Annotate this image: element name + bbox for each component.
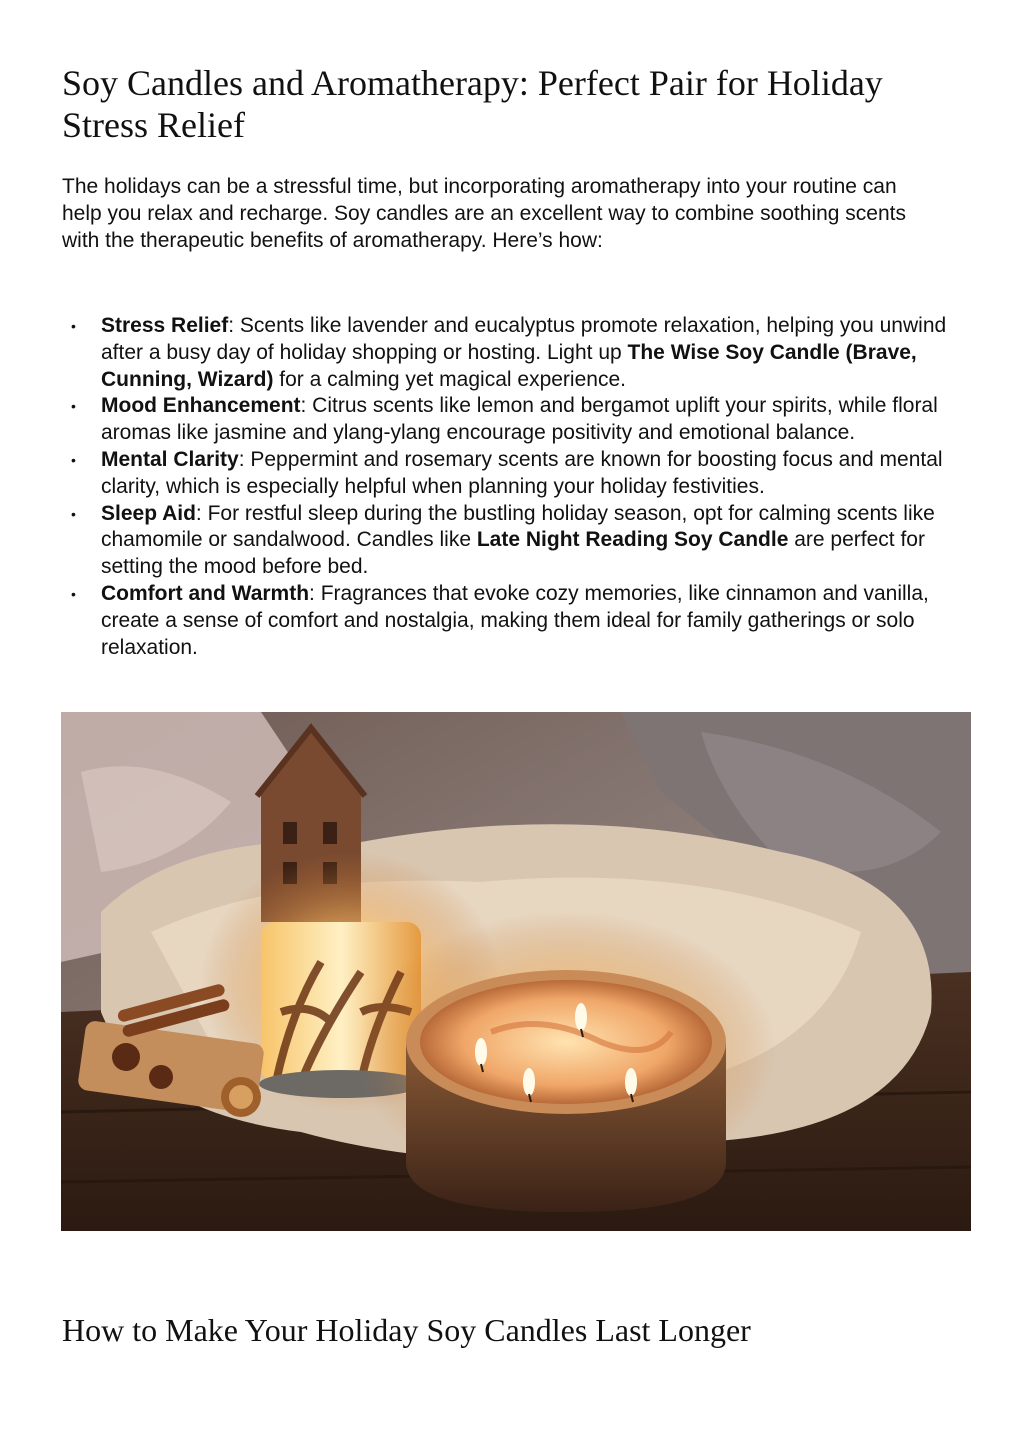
list-item-term: Mood Enhancement [101, 394, 301, 418]
bullet-icon: • [71, 505, 76, 522]
list-item-mood-enhancement [62, 393, 962, 447]
list-item-text: : For restful sleep during the bustling holiday season, opt for calming scents like chamomile or sandalwood. Candles like [101, 501, 935, 552]
list-item-term: Comfort and Warmth [101, 581, 310, 605]
intro-paragraph: The holidays can be a stressful time, but incorporating aromatherapy into your routine can help you relax and recharge. Soy candles are an excellent way to combine soothing scents with the therapeutic benefits of aromatherapy. Here’s how: [62, 175, 906, 252]
candles-illustration [61, 712, 971, 1231]
bullet-icon: • [71, 318, 76, 334]
list-item-sleep-aid [62, 501, 962, 581]
candles-photo [61, 712, 971, 1231]
bullet-icon: • [71, 585, 76, 602]
bullet-icon: • [71, 398, 76, 415]
list-item-text: for a calming yet magical experience. [273, 367, 626, 391]
list-item-text: : Peppermint and rosemary scents are known for boosting focus and mental clarity, which is especially helpful when planning your holiday festivities. [101, 447, 943, 498]
page-title: Soy Candles and Aromatherapy: Perfect Pair for Holiday Stress Relief [62, 63, 883, 145]
list-item-term: Mental Clarity [101, 447, 239, 471]
benefits-list [62, 313, 962, 661]
list-item-text: are perfect for setting the mood before bed. [101, 528, 925, 579]
product-name: The Wise Soy Candle (Brave, Cunning, Wizard) [101, 340, 917, 391]
list-item-stress-relief [62, 313, 962, 393]
bullet-icon: • [71, 451, 76, 468]
list-item-text: : Citrus scents like lemon and bergamot uplift your spirits, while floral aromas like jasmine and ylang-ylang encourage positivity and emotional balance. [101, 394, 938, 445]
list-item-term: Stress Relief [101, 314, 229, 337]
list-item-term: Sleep Aid [101, 501, 196, 525]
list-item-comfort-warmth [62, 581, 962, 661]
list-item-mental-clarity [62, 447, 962, 501]
section-heading: How to Make Your Holiday Soy Candles Last Longer [62, 1312, 751, 1348]
list-item-text: : Fragrances that evoke cozy memories, like cinnamon and vanilla, create a sense of comfort and nostalgia, making them ideal for family gatherings or solo relaxation. [101, 581, 929, 659]
product-name: Late Night Reading Soy Candle [476, 528, 789, 552]
list-item-text: : Scents like lavender and eucalyptus promote relaxation, helping you unwind after a busy day of holiday shopping or hosting. Light up [101, 314, 947, 364]
